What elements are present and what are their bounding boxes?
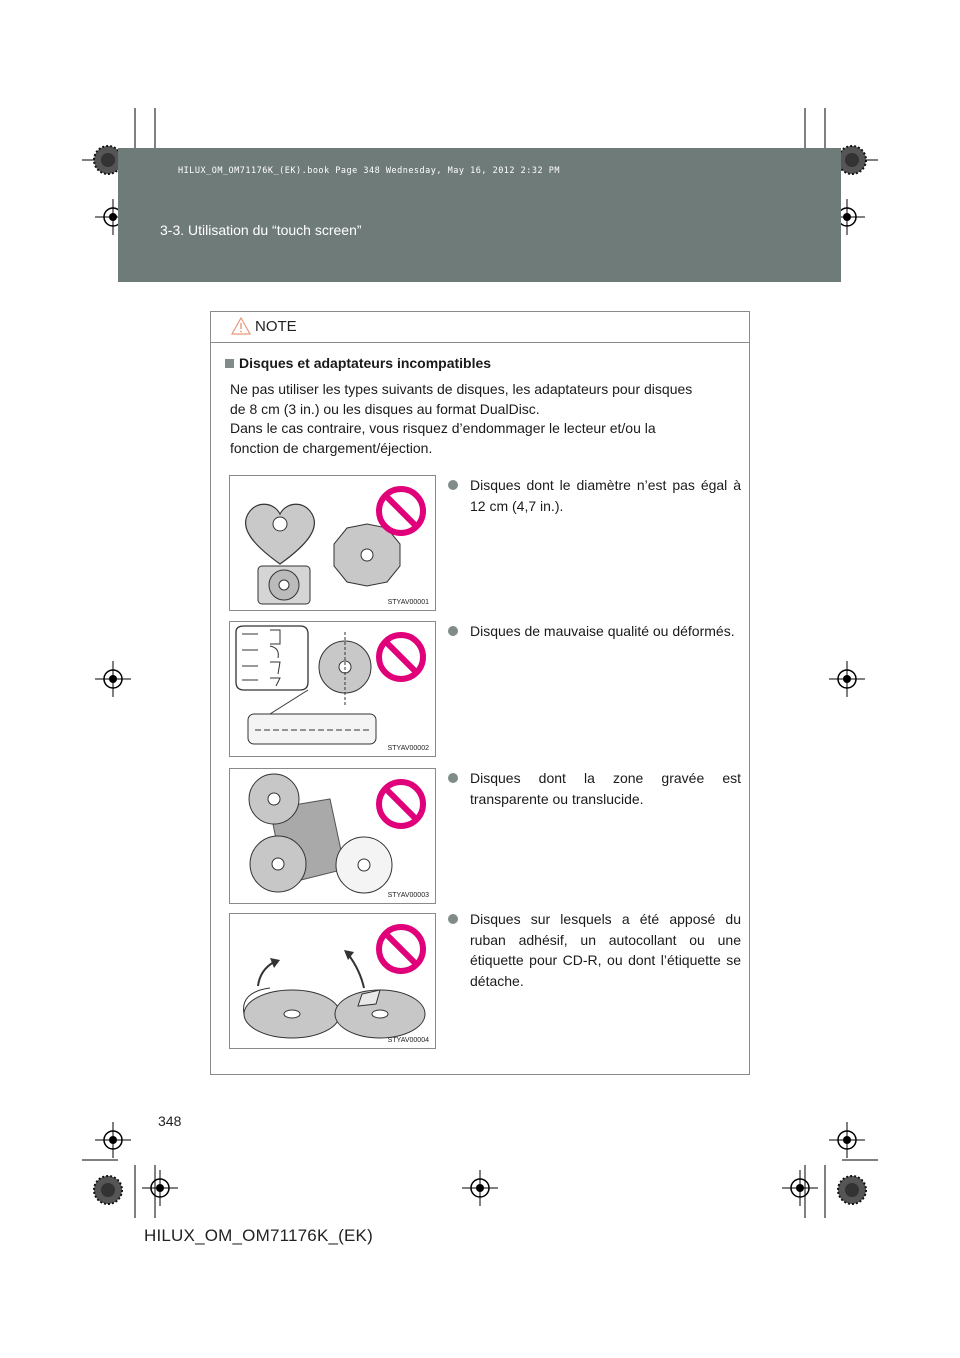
- round-bullet-icon: [448, 480, 458, 490]
- warning-triangle-icon: [231, 317, 251, 335]
- list-item: [448, 475, 741, 516]
- round-bullet-icon: [448, 773, 458, 783]
- figure-odd-shaped-discs: [229, 475, 436, 611]
- figure-code: STYAV00004: [387, 1037, 429, 1044]
- square-bullet-icon: [225, 359, 234, 368]
- list-item-text: Disques de mauvaise qualité ou déformés.: [470, 623, 735, 639]
- page-number: 348: [158, 1113, 182, 1129]
- paragraph-line: de 8 cm (3 in.) ou les disques au format DualDisc.: [230, 400, 540, 417]
- odd-shaped-discs-illustration: [230, 476, 435, 610]
- note-box: [210, 311, 750, 1075]
- figure-labeled-discs: [229, 913, 436, 1049]
- figure-warped-discs: [229, 621, 436, 757]
- note-header: [211, 312, 749, 343]
- note-subheading: [225, 355, 491, 371]
- file-stamp: HILUX_OM_OM71176K_(EK).book Page 348 Wednesday, May 16, 2012 2:32 PM: [178, 166, 560, 176]
- round-bullet-icon: [448, 914, 458, 924]
- figure-code: STYAV00003: [387, 892, 429, 899]
- paragraph-line: Dans le cas contraire, vous risquez d’endommager le lecteur et/ou la: [230, 420, 656, 436]
- list-item-text: Disques dont le diamètre n’est pas égal à 12 cm (4,7 in.).: [470, 477, 741, 514]
- round-bullet-icon: [448, 626, 458, 636]
- note-paragraph: [230, 380, 742, 458]
- subheading-text: Disques et adaptateurs incompatibles: [239, 355, 492, 371]
- paragraph-line: fonction de chargement/éjection.: [230, 439, 433, 456]
- note-label: NOTE: [255, 318, 297, 335]
- figure-code: STYAV00002: [387, 745, 429, 752]
- transparent-discs-illustration: [230, 769, 435, 903]
- list-item-text: Disques sur lesquels a été apposé du ruban adhésif, un autocollant ou une étiquette pour CD-R, ou dont l’étiquette se détache.: [470, 911, 741, 989]
- warped-discs-illustration: [230, 622, 435, 756]
- list-item-text: Disques dont la zone gravée est transparente ou translucide.: [470, 770, 741, 807]
- list-item: [448, 909, 741, 991]
- labeled-discs-illustration: [230, 914, 435, 1048]
- figure-code: STYAV00001: [387, 599, 429, 606]
- list-item: [448, 768, 741, 809]
- list-item: [448, 621, 741, 642]
- document-code: HILUX_OM_OM71176K_(EK): [144, 1226, 373, 1245]
- figure-transparent-discs: [229, 768, 436, 904]
- section-title: 3-3. Utilisation du “touch screen”: [160, 222, 362, 238]
- paragraph-line: Ne pas utiliser les types suivants de disques, les adaptateurs pour disques: [230, 381, 693, 397]
